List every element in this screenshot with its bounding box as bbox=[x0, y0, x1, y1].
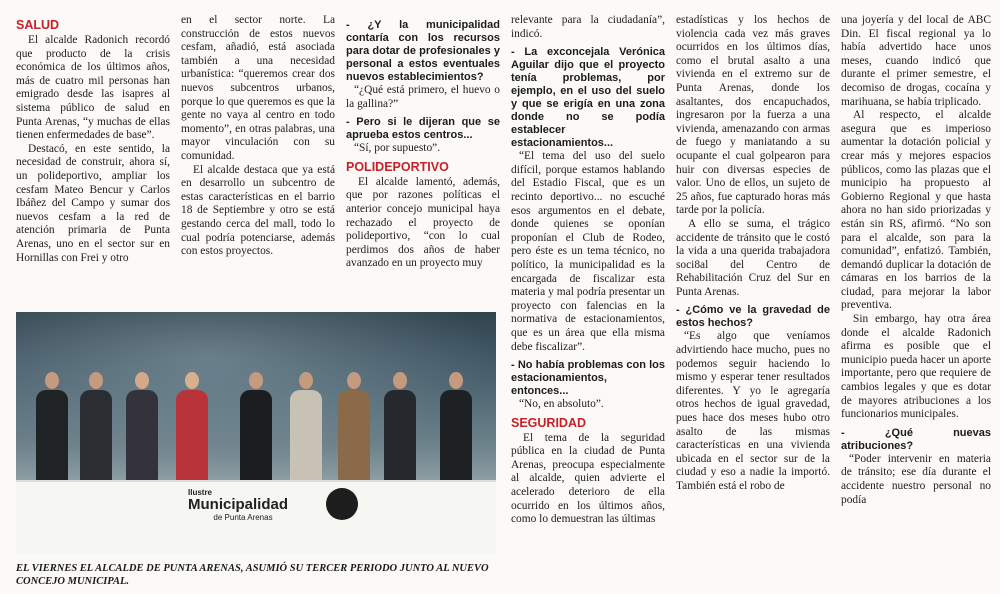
paragraph: El alcalde Radonich recordó que producto de la crisis económica de los últimos años, más de cuatro mil personas han emigrado desde las isapres al sistema público de salud en Punta Arenas, “y muchas de ellas tienen enfermedades de base”. bbox=[16, 34, 170, 142]
column-4 bbox=[511, 14, 665, 527]
paragraph: Destacó, en este sentido, la necesidad de construir, ahora sí, un polideportivo, ampliar los cesfam Mateo Bencur y Carlos Ibáñez del Campo y sumar dos nuevos cesfam a la red de atención primaria de Punta Arenas, uno en el sector sur en Hornillas con Frei y otro bbox=[16, 142, 170, 264]
banner-line-1: Ilustre bbox=[188, 488, 213, 497]
paragraph: El tema de la seguridad pública en la ciudad de Punta Arenas, preocupa especialmente al alcalde, quien advierte el acelerado deterioro de ella ocurrido en los últimos años, como lo demuestran las últimas bbox=[511, 431, 665, 526]
person bbox=[174, 372, 210, 482]
interview-question: - La exconcejala Verónica Aguilar dijo que el proyecto tenía problemas, por ejemplo, en el uso del suelo y que se erigía en una zona donde no se podía establecer estacionamientos... bbox=[511, 46, 665, 150]
column-2 bbox=[181, 14, 335, 259]
paragraph: A ello se suma, el trágico accidente de tránsito que le costó la vida a una querida trabajadora soci8al del Centro de Rehabilitación Cruz del Sur en Punta Arenas. bbox=[676, 217, 830, 298]
paragraph: El alcalde lamentó, además, que por razones políticas el anterior concejo municipal haya rechazado el proyecto de polideportivo, “con lo cual perdimos dos años de haber avanzado en un proyecto muy bbox=[346, 175, 500, 270]
interview-question: - Pero si le dijeran que se aprueba estos centros... bbox=[346, 116, 500, 142]
paragraph: El alcalde destaca que ya está en desarrollo un subcentro de estas características en el barrio 18 de Septiembre y otro se está gestando cerca del mall, todo lo cual podría potenciarse, además con estos proyectos. bbox=[181, 163, 335, 258]
person bbox=[238, 372, 274, 482]
interview-answer: “Sí, por supuesto”. bbox=[354, 142, 441, 155]
paragraph: Al respecto, el alcalde asegura que es imperioso aumentar la dotación policial y crear más y mejores espacios públicos, como las plazas que el municipio ha propuesto al Gobierno Regional y que hasta ahora no han sido priorizadas y están sin RS, afirmó. “No son para el alcalde, son para la comunidad”, enfatizó. También, demandó duplicar la dotación de cámaras en los barrios de la ciudad, para mejorar la labor preventiva. bbox=[841, 109, 991, 312]
paragraph: una joyería y del local de ABC Din. El fiscal regional ya lo había advertido hace unos meses, cuando indicó que durante el primer semestre, el decomiso de drogas, cocaína y marihuana, se había triplicado. bbox=[841, 14, 991, 108]
interview-answer: “Es algo que veníamos advirtiendo hace mucho, pues no podemos seguir haciendo lo mismo y esperar tener resultados diferentes. Y yo le agregaría otros hechos de igual gravedad, pues hace dos meses hubo otro asalto de las mismas características en una vivienda ubicada en el sector sur de la ciudad y eso a nadie la importó. También está el robo de bbox=[676, 330, 830, 492]
table-banner-area bbox=[16, 480, 496, 554]
person bbox=[78, 372, 114, 482]
banner-line-3: de Punta Arenas bbox=[213, 513, 273, 522]
person bbox=[438, 372, 474, 482]
interview-question: - ¿Y la municipalidad contaría con los recursos para dotar de profesionales y personal a estos eventuales nuevos establecimientos? bbox=[346, 19, 500, 83]
section-heading-seguridad: SEGURIDAD bbox=[511, 415, 587, 430]
interview-answer: “¿Qué está primero, el huevo o la gallina?” bbox=[346, 84, 500, 110]
person bbox=[288, 372, 324, 482]
column-1 bbox=[16, 14, 170, 265]
section-heading-salud: SALUD bbox=[16, 18, 60, 32]
municipal-banner bbox=[188, 488, 358, 526]
person bbox=[34, 372, 70, 482]
column-3 bbox=[346, 14, 500, 271]
section-heading-polideportivo: POLIDEPORTIVO bbox=[346, 159, 449, 174]
paragraph: Sin embargo, hay otra área donde el alcalde Radonich afirma es posible que el municipio pueda hacer un aporte importante, pero que requiere de cambios legales y que es dotar de mayores atribuciones a los funcionarios municipales. bbox=[841, 313, 991, 421]
person bbox=[124, 372, 160, 482]
person bbox=[382, 372, 418, 482]
paragraph: en el sector norte. La construcción de estos nuevos cesfam, añadió, está asociada también a una necesidad urbanística: “queremos crear dos nuevos subcentros urbanos, porque lo que queremos es que la gente no vaya al centro en todo momento”, en otras palabras, una mayor vinculación con su comunidad. bbox=[181, 14, 335, 162]
interview-question: - No había problemas con los estacionamientos, entonces... bbox=[511, 359, 665, 398]
interview-answer: “Poder intervenir en materia de tránsito; ese día durante el accidente nuestro personal no podía bbox=[841, 452, 991, 506]
paragraph: estadísticas y los hechos de violencia cada vez más graves ocurridos en los últimos días, como el brutal asalto a una vivienda en el extremo sur de Punta Arenas, donde los asaltantes, dos encapuchados, ingresaron por la fuerza a una vivienda, amenazando con armas de fuego y maniatando a su ocupante el cual golpearon para huir con diversas especies de valor. Uno de ellos, un sujeto de 25 años, fue capturado horas más tarde por la policía. bbox=[676, 14, 830, 217]
council-photo bbox=[16, 312, 496, 554]
photo-caption: EL VIERNES EL ALCALDE DE PUNTA ARENAS, ASUMIÓ SU TERCER PERIODO JUNTO AL NUEVO CONCEJO MUNICIPAL. bbox=[16, 563, 489, 587]
person bbox=[336, 372, 372, 482]
interview-answer: “El tema del uso del suelo difícil, porque estamos hablando del Estadio Fiscal, que es un recinto deportivo... no escuché esos argumentos en el debate, donde quienes se oponían proponían el Club de Rodeo, pero éste es un tema técnico, no político, la municipalidad es la encargada de fiscalizar esta materia y mal podría presentar un proyecto con falencias en la normativa de estacionamientos, que es un área que ella misma debe fiscalizar”. bbox=[511, 150, 665, 353]
banner-line-2: Municipalidad bbox=[188, 496, 289, 513]
interview-question: - ¿Cómo ve la gravedad de estos hechos? bbox=[676, 304, 830, 330]
interview-question: - ¿Qué nuevas atribuciones? bbox=[841, 426, 991, 452]
column-6 bbox=[841, 14, 991, 507]
municipal-emblem-icon bbox=[326, 488, 358, 520]
paragraph: relevante para la ciudadanía”, indicó. bbox=[511, 14, 665, 40]
interview-answer: “No, en absoluto”. bbox=[519, 398, 604, 411]
column-5 bbox=[676, 14, 830, 494]
